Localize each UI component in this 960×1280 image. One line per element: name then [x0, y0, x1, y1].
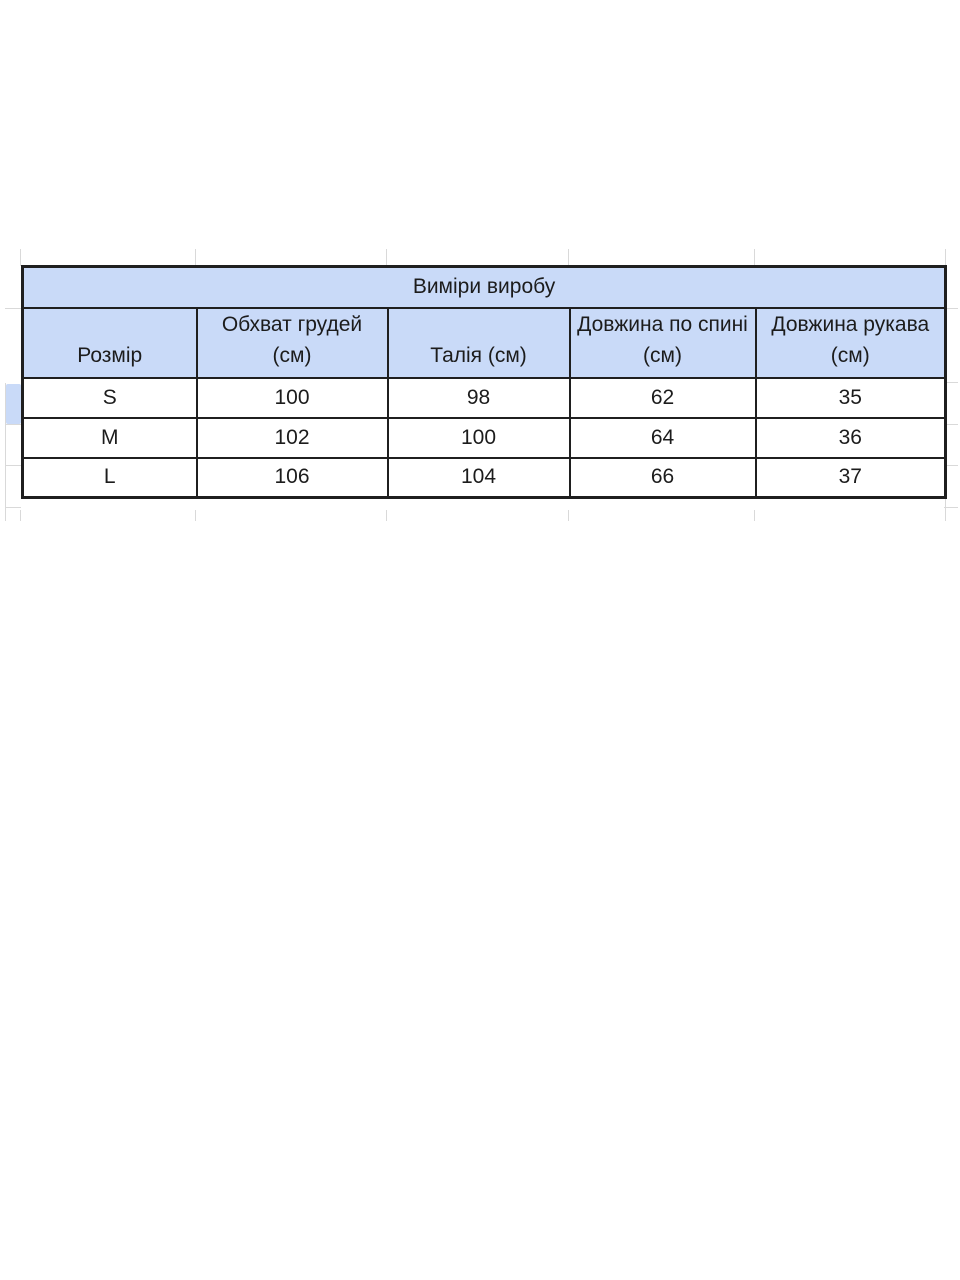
measurement-cell: 35 — [756, 378, 946, 418]
gridline-stub — [568, 510, 569, 521]
table-title: Виміри виробу — [23, 267, 946, 308]
measurement-cell: 102 — [197, 418, 388, 458]
gridline-stub — [386, 249, 387, 266]
gridline-stub — [5, 424, 21, 425]
size-cell: M — [23, 418, 197, 458]
measurement-cell: 104 — [388, 458, 570, 498]
table-row-s — [23, 378, 946, 418]
column-header-sleeve-length: Довжина рукава (см) — [756, 308, 946, 378]
measurement-cell: 98 — [388, 378, 570, 418]
size-cell: L — [23, 458, 197, 498]
gridline-stub — [5, 308, 21, 309]
column-header-back-length: Довжина по спині (см) — [570, 308, 756, 378]
size-chart-table — [21, 265, 947, 499]
gridline-stub — [5, 465, 21, 466]
gridline-stub — [386, 510, 387, 521]
gridline-stub — [20, 249, 21, 266]
gridline-stub — [754, 249, 755, 266]
gridline-stub — [195, 510, 196, 521]
table-title-row — [23, 267, 946, 308]
measurement-cell: 106 — [197, 458, 388, 498]
table-header-row — [23, 308, 946, 378]
measurement-cell: 36 — [756, 418, 946, 458]
gridline-stub — [195, 249, 196, 266]
row-selection-marker — [6, 384, 21, 424]
measurement-cell: 66 — [570, 458, 756, 498]
size-cell: S — [23, 378, 197, 418]
table-row-m — [23, 418, 946, 458]
measurement-cell: 62 — [570, 378, 756, 418]
gridline-stub — [754, 510, 755, 521]
column-header-size: Розмір — [23, 308, 197, 378]
measurement-cell: 100 — [388, 418, 570, 458]
measurement-cell: 100 — [197, 378, 388, 418]
column-header-waist: Талія (см) — [388, 308, 570, 378]
gridline-stub — [5, 507, 21, 508]
gridline-stub — [944, 507, 958, 508]
gridline-stub — [20, 510, 21, 521]
gridline-stub — [568, 249, 569, 266]
measurement-cell: 64 — [570, 418, 756, 458]
column-header-chest: Обхват грудей (см) — [197, 308, 388, 378]
table-row-l — [23, 458, 946, 498]
measurement-cell: 37 — [756, 458, 946, 498]
